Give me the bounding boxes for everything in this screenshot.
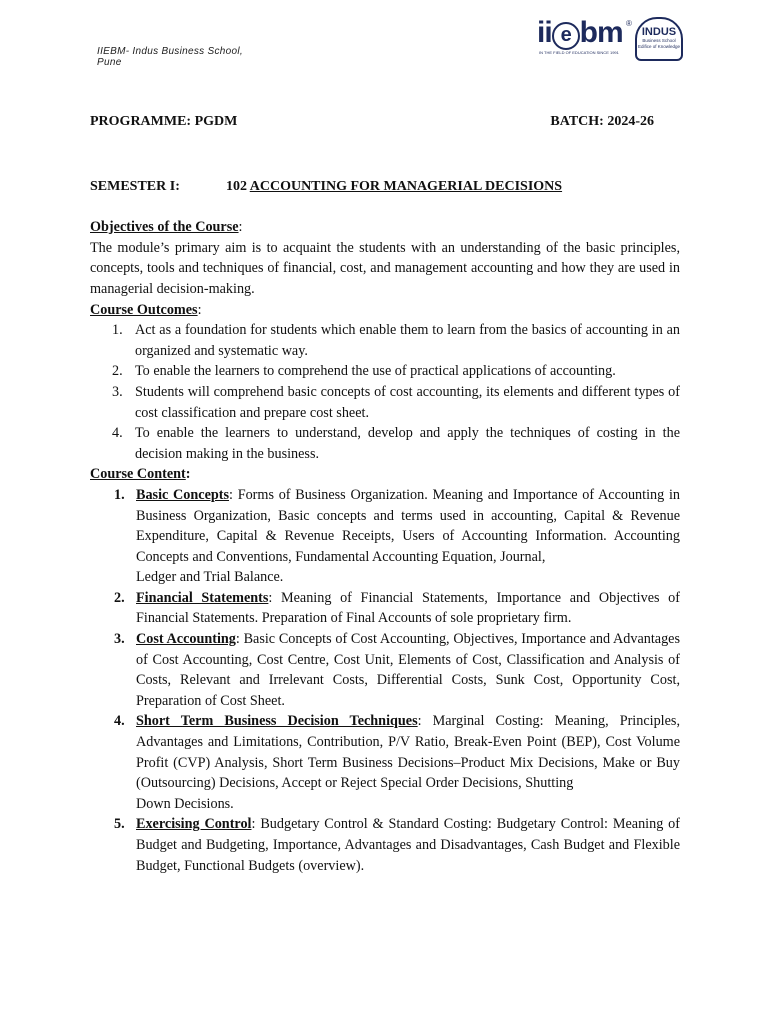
school-name-line1: IIEBM- Indus Business School,: [97, 46, 243, 57]
objectives-section: [90, 217, 680, 299]
course-code: 102: [226, 178, 250, 194]
topic-title: Cost Accounting: [136, 631, 236, 648]
list-item: 3. Cost Accounting: Basic Concepts of Cost Accounting, Objectives, Importance and Advantages of Cost Accounting, Cost Centre, Cost Unit, Elements of Cost, Classification and Analysis of Costs, Relevant and Irrelevant Costs, Differential Costs, Sunk Cost, Opportunity Cost, Preparation of Cost Sheet.: [114, 631, 680, 709]
logo-tagline: IN THE FIELD OF EDUCATION SINCE 1991: [539, 50, 619, 55]
topic-title: Short Term Business Decision Techniques: [136, 713, 418, 730]
content-heading: Course Content: [90, 466, 186, 483]
topic-title: Exercising Control: [136, 816, 252, 833]
iiebm-indus-logo: [537, 16, 697, 60]
syllabus-body: [90, 112, 680, 876]
content-heading-line: Course Content:: [90, 466, 191, 483]
list-item: 4. Short Term Business Decision Techniques: Marginal Costing: Meaning, Principles, Advantages and Limitations, Contribution, P/V Ratio, Break-Even Point (BEP), Cost Volume Profit (CVP) Analysis, Short Term Business Decisions–Product Mix Decisions, Make or Buy (Outsourcing) Decisions, Accept or Reject Special Order Decisions, Shutting Down Decisions.: [114, 713, 680, 812]
list-item: 3. Students will comprehend basic concepts of cost accounting, its elements and different types of cost classification and prepare cost sheet.: [112, 383, 680, 421]
course-title: ACCOUNTING FOR MANAGERIAL DECISIONS: [249, 178, 563, 194]
topic-title: Basic Concepts: [136, 486, 230, 503]
programme-batch-row: [90, 112, 680, 133]
programme-label: PROGRAMME: PGDM: [90, 114, 238, 129]
registered-mark: ®: [626, 19, 632, 28]
indus-logo-text: INDUS: [641, 26, 677, 38]
school-name: [97, 46, 243, 68]
semester-label: SEMESTER I:: [90, 178, 180, 194]
objectives-text: The module’s primary aim is to acquaint the students with an understanding of the basic principles, concepts, tools and techniques of financial, cost, and management accounting and how they are used in managerial decision-making.: [90, 239, 680, 297]
list-item: 2. To enable the learners to comprehend the use of practical applications of accounting.: [112, 363, 616, 380]
content-section: [90, 464, 680, 876]
outcomes-heading: Course Outcomes: [90, 301, 198, 318]
objectives-heading: Objectives of the Course: [90, 219, 239, 236]
list-item: 4. To enable the learners to understand, develop and apply the techniques of costing in the decision making in the business.: [112, 425, 680, 462]
outcomes-section: [90, 300, 680, 465]
content-list: [90, 485, 680, 876]
list-item: 1. Basic Concepts: Forms of Business Organization. Meaning and Importance of Accounting in Business Organization, Basic concepts and terms used in accounting, Capital & Revenue Expenditure, Capital & Revenue Receipts, Users of Accounting Information. Accounting Concepts and Conventions, Fundamental Accounting Equation, Journal, Ledger and Trial Balance.: [114, 486, 680, 586]
batch-label: BATCH: 2024-26: [550, 114, 654, 129]
list-item: 2. Financial Statements: Meaning of Financial Statements, Importance and Objectives of Financial Statements. Preparation of Final Accounts of sole proprietary firm.: [114, 589, 680, 627]
outcomes-heading-line: Course Outcomes:: [90, 301, 202, 318]
indus-logo-sub2: Edifice of Knowledge: [637, 44, 681, 49]
school-name-line2: Pune: [97, 57, 122, 68]
topic-title: Financial Statements: [136, 589, 269, 606]
list-item: 1. Act as a foundation for students which enable them to learn from the basics of accounting in an organized and systematic way.: [112, 322, 680, 359]
indus-logo: [635, 17, 683, 61]
semester-row: [90, 177, 680, 198]
iiebm-logo-text: ii e bm: [537, 16, 623, 49]
indus-logo-sub1: Business School: [642, 38, 676, 43]
list-item: 5. Exercising Control: Budgetary Control & Standard Costing: Budgetary Control: Meaning of Budget and Budgeting, Importance, Advantages and Disadvantages, Cash Budget and Flexible Budget, Functional Budgets (overview).: [114, 816, 680, 874]
outcomes-list: [90, 320, 680, 464]
objectives-heading-line: Objectives of the Course:: [90, 219, 243, 236]
